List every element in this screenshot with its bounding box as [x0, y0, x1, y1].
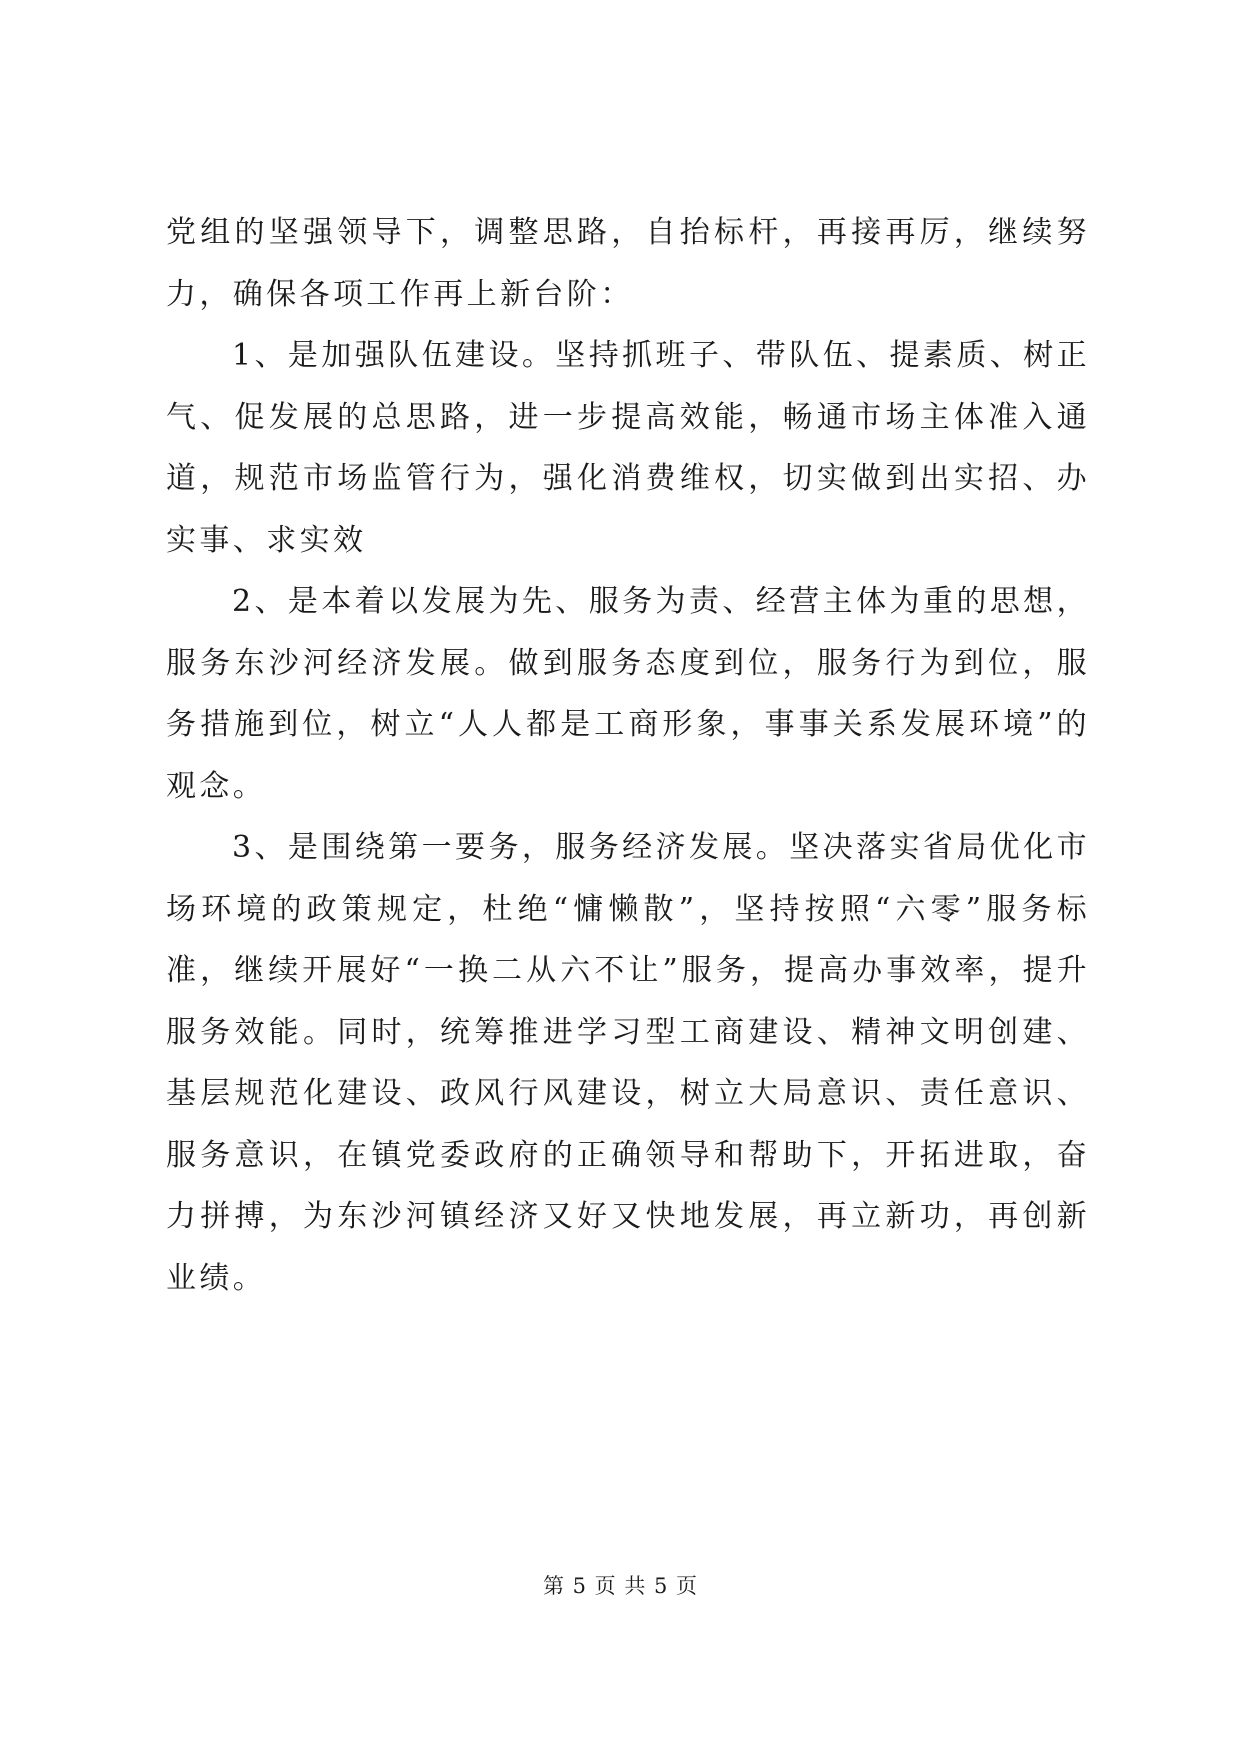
document-body — [166, 202, 1090, 1309]
page-number-footer: 第 5 页 共 5 页 — [542, 1574, 699, 1598]
paragraph-item-1: 1、是加强队伍建设。坚持抓班子、带队伍、提素质、树正气、促发展的总思路，进一步提高效能，畅通市场主体准入通道，规范市场监管行为，强化消费维权，切实做到出实招、办实事、求实效 — [166, 338, 1090, 558]
paragraph-item-3: 3、是围绕第一要务，服务经济发展。坚决落实省局优化市场环境的政策规定，杜绝“慵懒散”，坚持按照“六零”服务标准，继续开展好“一换二从六不让”服务，提高办事效率，提升服务效能。同时，统筹推进学习型工商建设、精神文明创建、基层规范化建设、政风行风建设，树立大局意识、责任意识、服务意识，在镇党委政府的正确领导和帮助下，开拓进取，奋力拼搏，为东沙河镇经济又好又快地发展，再立新功，再创新业绩。 — [166, 830, 1090, 1296]
paragraph-intro: 党组的坚强领导下，调整思路，自抬标杆，再接再厉，继续努力，确保各项工作再上新台阶： — [166, 215, 1090, 312]
paragraph-item-2: 2、是本着以发展为先、服务为责、经营主体为重的思想，服务东沙河经济发展。做到服务态度到位，服务行为到位，服务措施到位，树立“人人都是工商形象，事事关系发展环境”的观念。 — [166, 584, 1090, 804]
